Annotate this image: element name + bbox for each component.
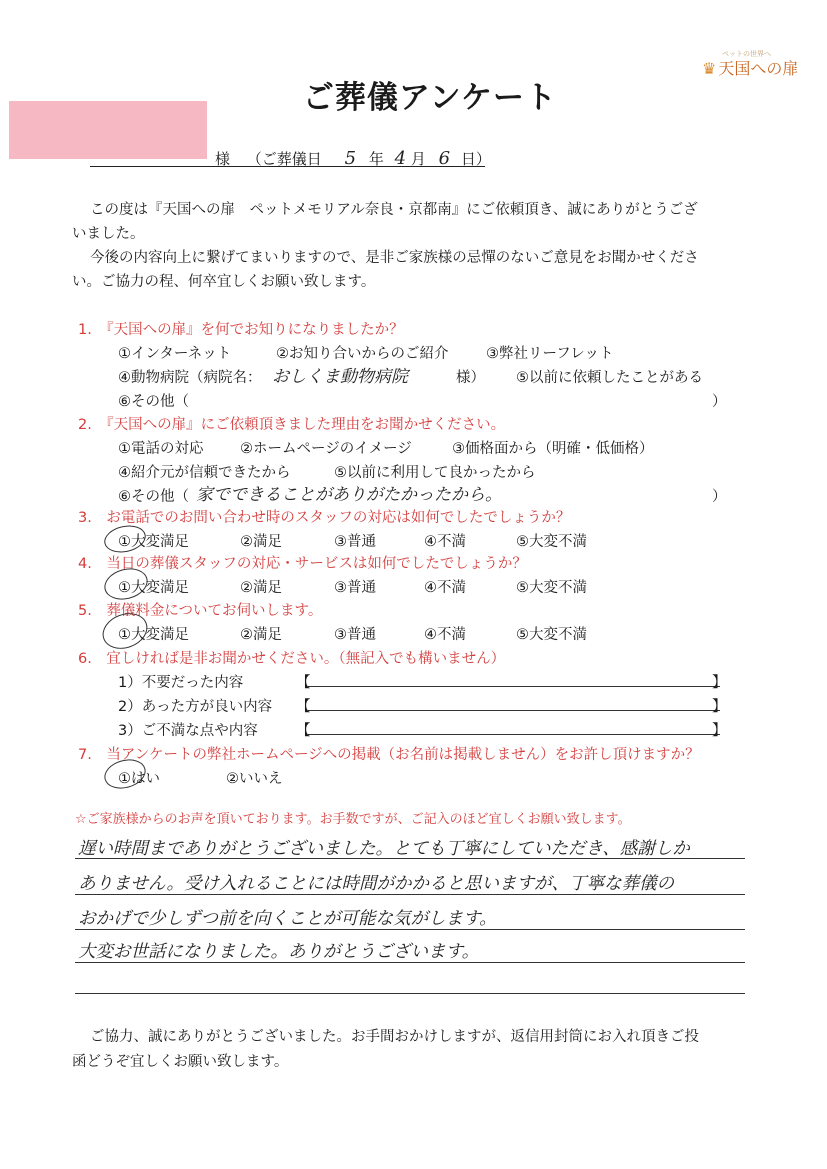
voice-line-2: ありません。受け入れることには時間がかかると思いますが、丁寧な葬儀の: [78, 874, 675, 894]
q6-question: 6. 宜しければ是非お聞かせください。（無記入でも構いません）: [78, 651, 506, 667]
q6-item3: 3）ご不満な点や内容: [118, 723, 258, 739]
q1-opt1[interactable]: ①インターネット: [118, 346, 232, 362]
name-date-row: [215, 148, 491, 169]
q6-item3-close: 】: [712, 723, 727, 739]
q2-opt3[interactable]: ③価格面から（明確・低価格）: [452, 441, 654, 457]
year-label: 年: [368, 150, 384, 168]
q7-opt2[interactable]: ②いいえ: [226, 771, 283, 787]
q2-question: 2. 『天国への扉』にご依頼頂きました理由をお聞かせください。: [78, 417, 506, 433]
q1-opt3[interactable]: ③弊社リーフレット: [486, 346, 614, 362]
q2-opt1[interactable]: ①電話の対応: [118, 441, 204, 457]
footer-line-1: ご協力、誠にありがとうございました。お手間おかけしますが、返信用封筒にお入れ頂きご投: [90, 1029, 699, 1045]
q4-opt1[interactable]: ①大変満足: [118, 580, 189, 596]
q6-item1-open: 【: [296, 675, 311, 691]
intro-line-4: い。ご協力の程、何卒宜しくお願い致します。: [72, 274, 376, 290]
q4-opt2[interactable]: ②満足: [240, 580, 282, 596]
q1-opt2[interactable]: ②お知り合いからのご紹介: [276, 346, 449, 362]
q1-opt4-label[interactable]: ④動物病院（病院名：: [118, 370, 262, 386]
voice-line-4: 大変お世話になりました。ありがとうございます。: [78, 942, 480, 962]
q1-opt6-close: ）: [712, 394, 727, 410]
q4-opt4[interactable]: ④不満: [424, 580, 466, 596]
q6-item2: 2）あった方が良い内容: [118, 699, 273, 715]
q2-opt5[interactable]: ⑤以前に利用して良かったから: [334, 465, 536, 481]
q2-opt4[interactable]: ④紹介元が信頼できたから: [118, 465, 291, 481]
footer-line-2: 函どうぞ宜しくお願い致します。: [72, 1054, 289, 1070]
q3-opt3[interactable]: ③普通: [334, 534, 376, 550]
q6-item3-open: 【: [296, 723, 311, 739]
q6-item1: 1）不要だった内容: [118, 675, 244, 691]
logo-tagline: ペットの世界へ: [722, 50, 771, 58]
page-title: ご葬儀アンケート: [302, 80, 558, 116]
q5-opt4[interactable]: ④不満: [424, 627, 466, 643]
voice-rule-1: [75, 858, 745, 859]
q6-item1-close: 】: [712, 675, 727, 691]
q6-item2-line[interactable]: [308, 710, 720, 711]
q3-question: 3. お電話でのお問い合わせ時のスタッフの対応は如何でしたでしょうか？: [78, 510, 571, 526]
q7-opt1[interactable]: ①はい: [118, 771, 160, 787]
q7-question: 7. 当アンケートの弊社ホームページへの掲載（お名前は掲載しません）をお許し頂けますか？: [78, 747, 700, 763]
q5-opt1[interactable]: ①大変満足: [118, 627, 189, 643]
logo-text: 天国への扉: [718, 59, 799, 78]
q1-question: 1. 『天国への扉』を何でお知りになりましたか？: [78, 322, 404, 338]
voice-header: ☆ご家族様からのお声を頂いております。お手数ですが、ご記入のほど宜しくお願い致します。: [75, 812, 631, 827]
q5-question: 5. 葬儀料金についてお伺いします。: [78, 603, 323, 619]
q3-opt5[interactable]: ⑤大変不満: [516, 534, 587, 550]
voice-line-3: おかげで少しずつ前を向くことが可能な気がします。: [78, 909, 497, 929]
q6-item1-line[interactable]: [308, 686, 720, 687]
q1-opt5[interactable]: ⑤以前に依頼したことがある: [516, 370, 703, 386]
intro-line-1: この度は『天国への扉 ペットメモリアル奈良・京都南』にご依頼頂き、誠にありがとうござ: [90, 202, 698, 218]
year-value: 5: [344, 148, 357, 169]
intro-line-3: 今後の内容向上に繋げてまいりますので、是非ご家族様の忌憚のないご意見をお聞かせくださ: [90, 250, 699, 266]
q2-opt6-value: 家でできることがありがたかったから。: [196, 485, 502, 505]
voice-rule-2: [75, 894, 745, 895]
q3-opt1[interactable]: ①大変満足: [118, 534, 189, 550]
q4-opt3[interactable]: ③普通: [334, 580, 376, 596]
q4-opt5[interactable]: ⑤大変不満: [516, 580, 587, 596]
q6-item3-line[interactable]: [308, 734, 720, 735]
q1-opt6-label[interactable]: ⑥その他（: [118, 394, 189, 410]
voice-rule-5: [75, 993, 745, 994]
sama-label: 様: [215, 150, 231, 168]
day-label: 日）: [460, 150, 491, 168]
crown-icon: ♛: [702, 59, 717, 78]
q1-opt4-hospital: おしくま動物病院: [272, 367, 408, 387]
month-label: 月: [410, 150, 426, 168]
q2-opt6-close: ）: [712, 489, 727, 505]
voice-line-1: 遅い時間までありがとうございました。とても丁寧にしていただき、感謝しか: [78, 839, 690, 859]
q5-opt3[interactable]: ③普通: [334, 627, 376, 643]
redacted-name-block: [9, 101, 207, 159]
q6-item2-close: 】: [712, 699, 727, 715]
q3-opt2[interactable]: ②満足: [240, 534, 282, 550]
voice-rule-3: [75, 929, 745, 930]
day-value: 6: [438, 148, 451, 169]
q6-item2-open: 【: [296, 699, 311, 715]
q4-question: 4. 当日の葬儀スタッフの対応・サービスは如何でしたでしょうか？: [78, 556, 527, 572]
q1-opt4-close: 様）: [456, 370, 485, 386]
q3-opt4[interactable]: ④不満: [424, 534, 466, 550]
voice-rule-4: [75, 962, 745, 963]
q5-opt2[interactable]: ②満足: [240, 627, 282, 643]
q5-opt5[interactable]: ⑤大変不満: [516, 627, 587, 643]
month-value: 4: [394, 148, 407, 169]
intro-line-2: いました。: [72, 226, 145, 242]
q2-opt6-label[interactable]: ⑥その他（: [118, 489, 189, 505]
date-open-label: （ご葬儀日: [246, 150, 322, 168]
q2-opt2[interactable]: ②ホームページのイメージ: [240, 441, 412, 457]
